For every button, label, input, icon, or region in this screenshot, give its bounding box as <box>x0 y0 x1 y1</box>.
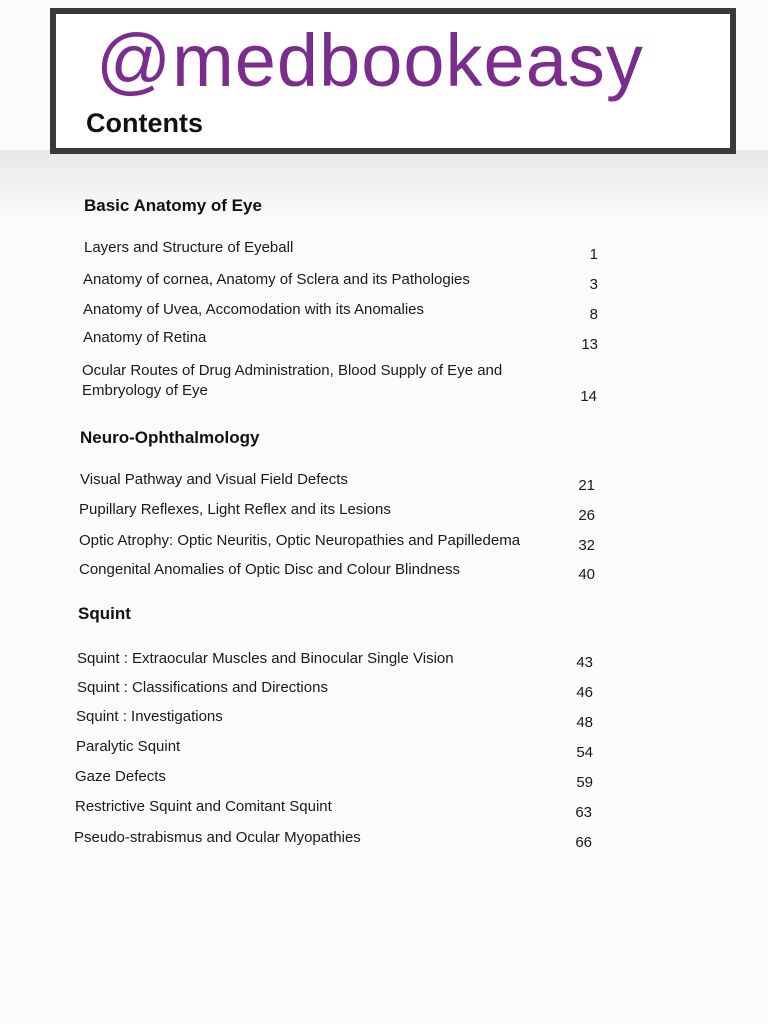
toc-page-number: 43 <box>576 654 593 671</box>
toc-page-number: 3 <box>589 276 598 293</box>
toc-page-number: 59 <box>576 774 593 791</box>
toc-entry[interactable]: Restrictive Squint and Comitant Squint <box>75 798 332 815</box>
section-title-squint: Squint <box>78 604 131 623</box>
toc-page-number: 14 <box>580 388 597 405</box>
toc-entry[interactable]: Congenital Anomalies of Optic Disc and Colour Blindness <box>79 561 461 578</box>
toc-entry[interactable]: Squint : Investigations <box>76 708 223 725</box>
toc-entry[interactable]: Visual Pathway and Visual Field Defects <box>80 471 348 488</box>
toc-entry[interactable]: Optic Atrophy: Optic Neuritis, Optic Neuropathies and Papilledema <box>79 532 521 549</box>
toc-page-number: 63 <box>575 804 592 821</box>
toc-page-number: 66 <box>575 834 592 851</box>
toc-page-number: 8 <box>589 306 598 323</box>
toc-entry[interactable]: Anatomy of cornea, Anatomy of Sclera and its Pathologies <box>83 271 470 288</box>
toc-entry[interactable]: Squint : Extraocular Muscles and Binocular Single Vision <box>77 650 454 667</box>
toc-page-number: 21 <box>578 477 595 494</box>
toc-page-number: 40 <box>578 566 595 583</box>
toc-page-number: 54 <box>576 744 593 761</box>
toc-entry[interactable]: Paralytic Squint <box>76 738 181 755</box>
toc-entry[interactable]: Gaze Defects <box>75 768 166 785</box>
toc-entry[interactable]: Pupillary Reflexes, Light Reflex and its Lesions <box>79 501 391 518</box>
toc-page-number: 48 <box>576 714 593 731</box>
toc-entry[interactable]: Anatomy of Uvea, Accomodation with its Anomalies <box>83 301 425 318</box>
watermark-text: @medbookeasy <box>96 19 644 102</box>
page-title: Contents <box>86 108 203 138</box>
toc-entry[interactable]: Anatomy of Retina <box>83 329 207 346</box>
section-title-neuro-ophthalmology: Neuro-Ophthalmology <box>80 428 260 447</box>
toc-page-number: 13 <box>581 336 598 353</box>
toc-page-number: 1 <box>589 246 598 263</box>
toc-entry[interactable]: Pseudo-strabismus and Ocular Myopathies <box>74 829 361 846</box>
toc-entry[interactable]: Ocular Routes of Drug Administration, Blood Supply of Eye and Embryology of Eye <box>82 362 503 399</box>
toc-entry[interactable]: Layers and Structure of Eyeball <box>84 239 294 256</box>
toc-entry[interactable]: Squint : Classifications and Directions <box>77 679 328 696</box>
toc-page-number: 32 <box>578 537 595 554</box>
toc-page-number: 46 <box>576 684 593 701</box>
toc-page-number: 26 <box>578 507 595 524</box>
section-title-basic-anatomy: Basic Anatomy of Eye <box>84 196 262 215</box>
